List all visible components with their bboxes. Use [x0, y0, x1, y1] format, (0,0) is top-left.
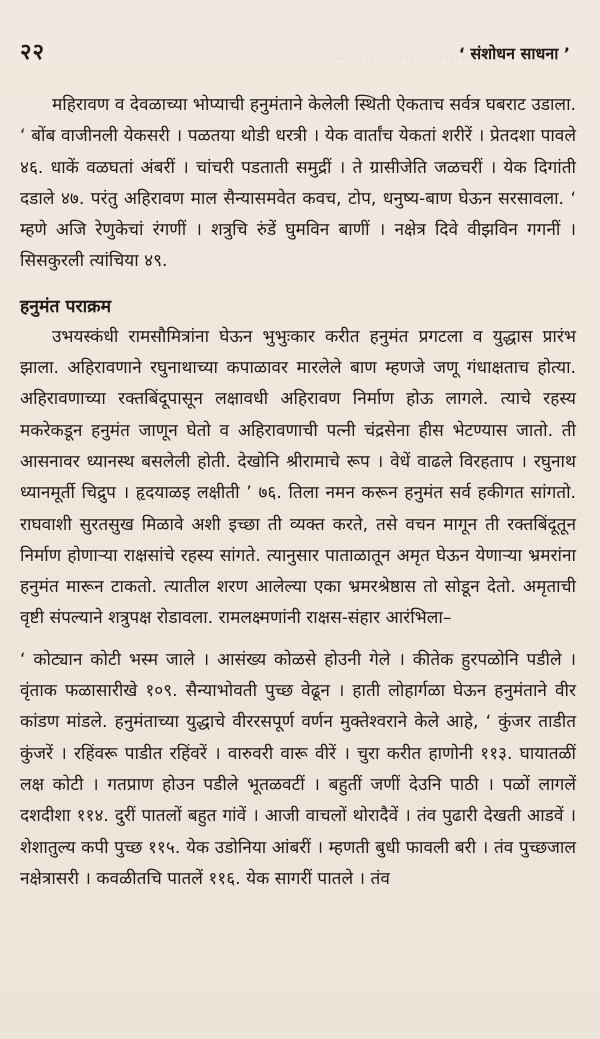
- running-header: [20, 36, 576, 66]
- section-heading: हनुमंत पराक्रम: [20, 296, 112, 317]
- bleed-through-text: ⋯⋯⋯ ⋯⋯ ⋯⋯⋯: [330, 48, 479, 67]
- paragraph-battle-verses: ‘ कोट्यान कोटी भस्म जाले । आसंख्य कोळसे होउनी गेले । कीतेक हुरपळोनि पडीले । वृंताक फळासारीखे १०९. सैन्याभोवती पुच्छ वेढून । हाती लोहार्गळा घेऊन हनुमंताने वीर कांडण मांडले. हनुमंताच्या युद्धाचे वीररसपूर्ण वर्णन मुक्तेश्वराने केले आहे, ‘ कुंजर ताडीत कुंजरें । रहिंवरू पाडीत रहिंवरें । वारुवरी वारू वीरें । चुरा करीत हाणोनी ११३. घायातळीं लक्ष कोटी । गतप्राण होउन पडीले भूतळवटीं । बहुतीं जणीं देउनि पाठी । पळों लागलें दशदीशा ११४. दुरीं पातलों बहुत गांवें । आजी वाचलों थोरादैवें । तंव पुढारी देखती आडवें । शेशातुल्य कपी पुच्छ ११५. येक उडोनिया आंबरीं । म्हणती बुधी फावली बरी । तंव पुच्छजाल नक्षेत्रासरी । कवळीतचि पातलें ११६. येक सागरीं पातले । तंव: [20, 649, 576, 889]
- paragraph-ahiravan-army: महिरावण व देवळाच्या भोप्याची हनुमंताने केलेली स्थिती ऐकताच सर्वत्र घबराट उडाला. ‘ बोंब वाजीनली येकसरी । पळतया थोडी धरत्री । येक वार्तांच येकतां शरीरें । प्रेतदशा पावले ४६. धाकें वळघतां अंबरीं । चांचरी पडताती समुद्रीं । ते ग्रासीजेति जळचरीं । येक दिगांती दडाले ४७. परंतु अहिरावण माल सैन्यासमवेत कवच, टोप, धनुष्य-बाण घेऊन सरसावला. ‘ म्हणे अजि रेणुकेचां रंगणीं । शत्रुचि रुंडें घुमविन बाणीं । नक्षेत्र दिवे वीझविन गगनीं । सिसकुरली त्यांचिया ४९.: [20, 95, 576, 272]
- paragraph-hanuman-valour: उभयस्कंधी रामसौमित्रांना घेऊन भुभुःकार करीत हनुमंत प्रगटला व युद्धास प्रारंभ झाला. अहिरावणाने रघुनाथाच्या कपाळावर मारलेले बाण म्हणजे जणू गंधाक्षताच होत्या. अहिरावणाच्या रक्तबिंदूपासून लक्षावधी अहिरावण निर्माण होऊ लागले. त्याचे रहस्य मकरेकडून हनुमंत जाणून घेतो व अहिरावणाची पत्नी चंद्रसेना हीस भेटण्यास जातो. ती आसनावर ध्यानस्थ बसलेली होती. देखोनि श्रीरामाचे रूप । वेधें वाढले विरहताप । रघुनाथ ध्यानमूर्ती चिद्रुप । हृदयाळइ लक्षीती ’ ७६. तिला नमन करून हनुमंत सर्व हकीगत सांगतो. राघवाशी सुरतसुख मिळावे अशी इच्छा ती व्यक्त करते, तसे वचन मागून ती रक्तबिंदूतून निर्माण होणाऱ्या राक्षसांचे रहस्य सांगते. त्यानुसार पाताळातून अमृत घेऊन येणाऱ्या भ्रमरांना हनुमंत मारून टाकतो. त्यातील शरण आलेल्या एका भ्रमरश्रेष्ठास तो सोडून देतो. अमृताची वृष्टी संपल्याने शत्रुपक्ष रोडावला. रामलक्ष्मणांनी राक्षस-संहार आरंभिला–: [20, 326, 576, 629]
- page-number: २२: [20, 40, 45, 65]
- book-title: ‘ संशोधन साधना ’: [458, 44, 570, 63]
